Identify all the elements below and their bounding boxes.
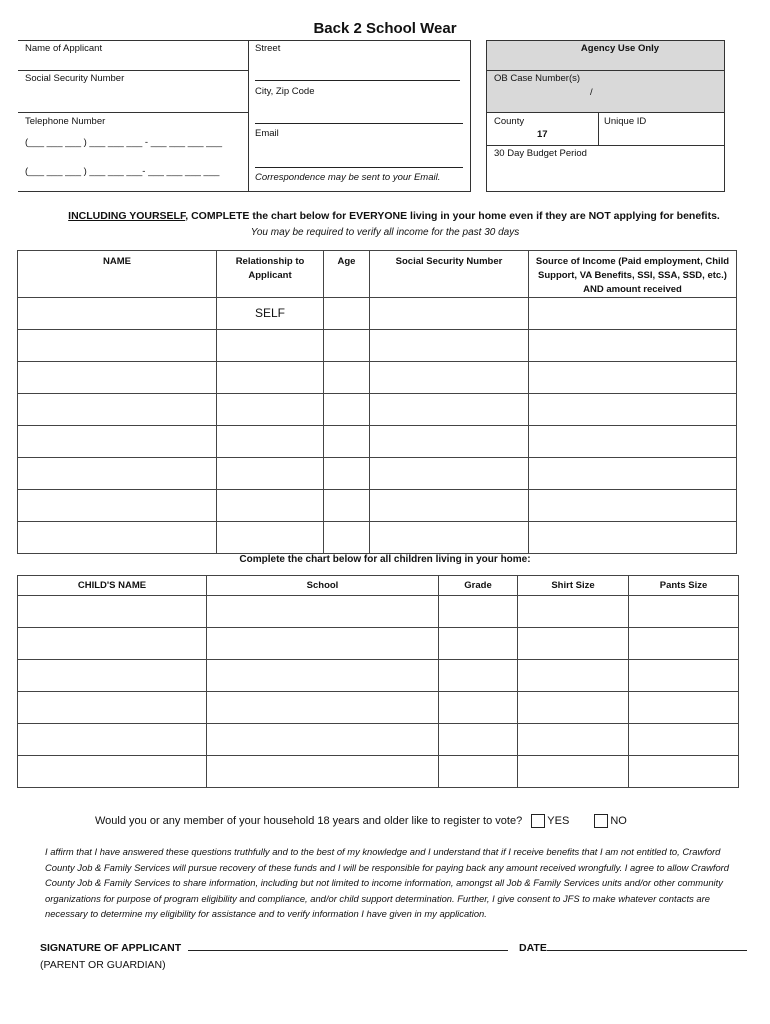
household-cell[interactable] — [18, 394, 217, 426]
child-cell[interactable] — [518, 596, 629, 628]
applicant-name-input[interactable] — [22, 56, 244, 68]
children-header-pants: Pants Size — [629, 576, 739, 596]
ssn-input[interactable] — [22, 86, 244, 108]
household-cell[interactable] — [370, 490, 529, 522]
children-instruction: Complete the chart below for all children living in your home: — [239, 554, 531, 565]
child-cell[interactable] — [629, 596, 739, 628]
child-cell[interactable] — [629, 692, 739, 724]
unique-id-label: Unique ID — [604, 116, 647, 127]
household-cell[interactable] — [18, 426, 217, 458]
applicant-divider-h1 — [18, 70, 248, 71]
child-cell[interactable] — [518, 660, 629, 692]
child-cell[interactable] — [439, 660, 518, 692]
agency-divider-h1 — [486, 70, 725, 71]
household-instruction-underlined: INCLUDING YOURSELF — [68, 210, 186, 222]
household-cell[interactable] — [324, 394, 370, 426]
child-cell[interactable] — [18, 596, 207, 628]
household-cell[interactable] — [370, 426, 529, 458]
household-instruction-rest: , COMPLETE the chart below for EVERYONE living in your home even if they are NOT applying for benefits. — [185, 210, 720, 222]
household-cell[interactable] — [529, 490, 737, 522]
telephone-input-1[interactable]: (___ ___ ___ ) ___ ___ ___ - ___ ___ ___ ___ — [25, 137, 223, 148]
signature-input[interactable] — [188, 940, 508, 951]
household-cell[interactable] — [370, 298, 529, 330]
income-verify-note: You may be required to verify all income for the past 30 days — [250, 227, 520, 238]
child-cell[interactable] — [439, 756, 518, 788]
agency-divider-h3 — [486, 145, 725, 146]
yes-label: YES — [547, 814, 570, 827]
email-label: Email — [255, 128, 279, 139]
email-input[interactable] — [255, 153, 463, 168]
child-cell[interactable] — [439, 692, 518, 724]
household-cell[interactable] — [529, 362, 737, 394]
table-row — [18, 426, 737, 458]
child-cell[interactable] — [207, 692, 439, 724]
household-cell[interactable] — [529, 426, 737, 458]
household-instruction — [18, 210, 770, 222]
table-row — [18, 724, 739, 756]
household-cell[interactable] — [217, 394, 324, 426]
household-cell[interactable] — [324, 298, 370, 330]
table-row — [18, 596, 739, 628]
household-header-row — [18, 251, 737, 298]
case-number-label: OB Case Number(s) — [494, 73, 581, 84]
children-header-row — [18, 576, 739, 596]
child-cell[interactable] — [629, 628, 739, 660]
parent-guardian-label: (PARENT OR GUARDIAN) — [40, 959, 166, 971]
household-table — [17, 250, 737, 554]
table-row — [18, 660, 739, 692]
table-row — [18, 394, 737, 426]
telephone-label: Telephone Number — [25, 116, 106, 127]
household-cell[interactable] — [529, 458, 737, 490]
household-header-relationship-text: Relationship to Applicant — [235, 256, 305, 281]
child-cell[interactable] — [207, 660, 439, 692]
table-row — [18, 362, 737, 394]
form-title: Back 2 School Wear — [313, 20, 457, 37]
table-row — [18, 692, 739, 724]
children-header-name: CHILD'S NAME — [18, 576, 207, 596]
affirmation-text: I affirm that I have answered these questions truthfully and to the best of my knowledge and I understand that if I receive benefits that I am not entitled to, Crawford County Job & Family Services will pursue recovery of these funds and I will be responsible for paying back any amount received wrongfully. I agree to allow Crawford County Job & Family Services to share information, including but not limited to income information, amongst all Job & Family Services units and/or other community organizations for purpose of program eligibility and compliance, and/or child support determination. Further, I give consent to JFS to make whatever contacts are necessary to determine my eligibility for assistance and to verify information I have given in my application. — [45, 846, 730, 920]
no-checkbox[interactable] — [594, 814, 608, 828]
yes-checkbox[interactable] — [531, 814, 545, 828]
case-number-value: / — [590, 87, 593, 98]
child-cell[interactable] — [18, 628, 207, 660]
child-cell[interactable] — [207, 628, 439, 660]
children-header-school: School — [207, 576, 439, 596]
household-cell[interactable] — [217, 522, 324, 554]
child-cell[interactable] — [207, 756, 439, 788]
child-cell[interactable] — [439, 724, 518, 756]
household-cell[interactable] — [217, 330, 324, 362]
child-cell[interactable] — [18, 724, 207, 756]
household-cell[interactable] — [324, 458, 370, 490]
county-value: 17 — [537, 129, 548, 140]
child-cell[interactable] — [629, 660, 739, 692]
household-cell[interactable] — [370, 522, 529, 554]
child-cell[interactable] — [207, 596, 439, 628]
table-row — [18, 490, 737, 522]
applicant-divider-h2 — [18, 112, 248, 113]
county-label: County — [494, 116, 525, 127]
children-header-grade: Grade — [439, 576, 518, 596]
child-cell[interactable] — [207, 724, 439, 756]
household-cell[interactable] — [217, 458, 324, 490]
children-table — [17, 575, 739, 788]
household-header-income: Source of Income (Paid employment, Child Support, VA Benefits, SSI, SSA, SSD, etc.) AND amount received — [529, 251, 737, 298]
child-cell[interactable] — [518, 724, 629, 756]
date-label: DATE — [519, 942, 547, 954]
household-cell[interactable] — [324, 426, 370, 458]
self-label: SELF — [254, 306, 285, 320]
household-cell[interactable] — [18, 330, 217, 362]
child-cell[interactable] — [518, 756, 629, 788]
signature-label: SIGNATURE OF APPLICANT — [40, 942, 182, 954]
child-cell[interactable] — [629, 756, 739, 788]
children-header-shirt: Shirt Size — [518, 576, 629, 596]
child-cell[interactable] — [518, 628, 629, 660]
applicant-name-label: Name of Applicant — [25, 43, 103, 54]
household-cell[interactable] — [18, 362, 217, 394]
household-cell[interactable] — [529, 330, 737, 362]
household-cell[interactable] — [18, 458, 217, 490]
agency-divider-v — [598, 112, 599, 145]
household-cell[interactable] — [370, 330, 529, 362]
applicant-divider-vertical — [248, 40, 249, 192]
household-cell[interactable] — [324, 330, 370, 362]
table-row — [18, 330, 737, 362]
child-cell[interactable] — [18, 756, 207, 788]
household-cell[interactable] — [217, 362, 324, 394]
household-cell[interactable] — [324, 362, 370, 394]
table-row — [18, 458, 737, 490]
household-cell[interactable] — [217, 426, 324, 458]
child-cell[interactable] — [18, 660, 207, 692]
street-input[interactable] — [255, 68, 460, 81]
household-cell[interactable] — [18, 298, 217, 330]
agency-divider-h2 — [486, 112, 725, 113]
household-cell[interactable] — [529, 298, 737, 330]
household-header-age: Age — [324, 251, 370, 298]
voter-registration-row — [95, 814, 627, 828]
correspondence-note: Correspondence may be sent to your Email. — [255, 172, 441, 183]
street-label: Street — [255, 43, 281, 54]
signature-row — [40, 940, 747, 954]
table-row — [18, 522, 737, 554]
household-cell[interactable] — [217, 490, 324, 522]
no-label: NO — [610, 814, 627, 827]
household-cell[interactable] — [324, 522, 370, 554]
household-cell[interactable] — [370, 394, 529, 426]
child-cell[interactable] — [439, 628, 518, 660]
household-cell[interactable] — [18, 522, 217, 554]
household-cell[interactable] — [370, 458, 529, 490]
table-row — [18, 756, 739, 788]
voter-question: Would you or any member of your household 18 years and older like to register to vote? — [95, 814, 523, 827]
household-header-name: NAME — [18, 251, 217, 298]
city-zip-label: City, Zip Code — [255, 86, 315, 97]
household-header-ssn: Social Security Number — [370, 251, 529, 298]
city-zip-input[interactable] — [255, 111, 463, 124]
household-cell[interactable] — [324, 490, 370, 522]
child-cell[interactable] — [18, 692, 207, 724]
table-row — [18, 298, 737, 330]
table-row — [18, 628, 739, 660]
household-header-relationship — [217, 251, 324, 298]
child-cell[interactable] — [629, 724, 739, 756]
date-input[interactable] — [547, 940, 747, 951]
household-cell[interactable] — [18, 490, 217, 522]
household-cell[interactable] — [370, 362, 529, 394]
budget-period-label: 30 Day Budget Period — [494, 148, 587, 159]
agency-use-header: Agency Use Only — [580, 43, 660, 54]
telephone-input-2[interactable]: (___ ___ ___ ) ___ ___ ___- ___ ___ ___ ___ — [25, 166, 220, 177]
household-cell[interactable] — [529, 394, 737, 426]
child-cell[interactable] — [518, 692, 629, 724]
ssn-label: Social Security Number — [25, 73, 125, 84]
child-cell[interactable] — [439, 596, 518, 628]
household-self-cell — [217, 298, 324, 330]
household-cell[interactable] — [529, 522, 737, 554]
